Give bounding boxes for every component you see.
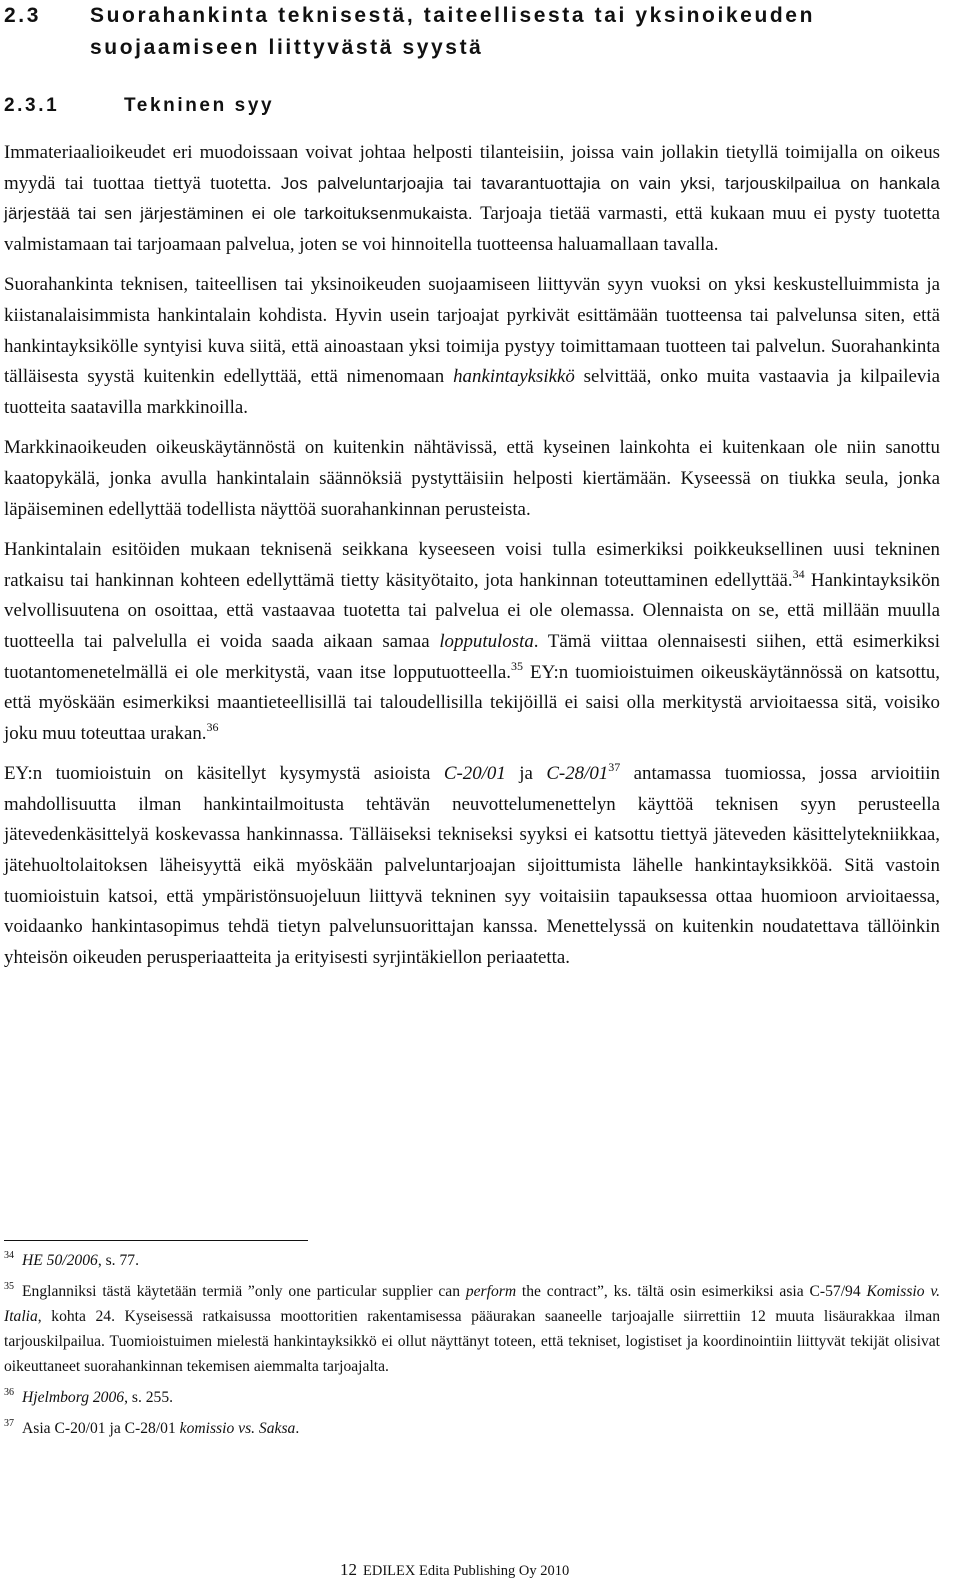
- p4-text-a: Hankintalain esitöiden mukaan teknisenä seikkana kyseeseen voisi tulla esimerkiksi poikkeuksellinen uusi tekninen ratkaisu tai hankinnan kohteen edellyttämä tietty käsityötaito, jota hankinnan toteuttaminen edellyttää.: [4, 539, 940, 591]
- p2-text-a: Suorahankinta teknisen, taiteellisen tai yksinoikeuden suojaamiseen liittyvän syyn vuoksi on yksi keskustelluimmista ja kiistanalaisimmista hankintalain kohdista. Hyvin usein tarjoajat pyrkivät esittämään tuotteensa tai palvelunsa siten, että hankintayksikölle syntyisi kuva siitä, että ainoastaan yksi toimija pystyy toimittamaan tuotteen tai palvelun. Suorahankinta tälläisesta syystä kuitenkin edellyttää, että nimenomaan: [4, 274, 940, 388]
- p1-sentence-b: Jos palveluntarjoajia tai tavarantuottajia on vain yksi, tarjouskilpailua on hankala järjestää tai sen järjestäminen ei ole tarkoituksenmukaista.: [4, 173, 940, 224]
- p5-text-b: antamassa tuomiossa, jossa arvioitiin mahdollisuutta ilman hankintailmoitusta tehtävän neuvottelumenettelyn käyttöä teknisen syyn perusteella jätevedenkäsittelyä koskevassa hankinnassa. Tälläiseksi tekniseksi syyksi ei katsottu tiettyä jäteveden käsittelytekniikkaa, jätehuoltolaitoksen läheisyyttä eikä myöskään palveluntarjoajan sijoittumista lähelle hankintayksikköä. Sitä vastoin tuomioistuin katsoi, että ympäristönsuojeluun liittyvä tekninen syy voitaisiin tapauksessa ottaa huomioon arvioitaessa, voidaanko hankintasopimus tehdä tietyn palvelunsuorittajan kanssa. Menettelyssä on kuitenkin noudatettava tällöinkin yhteisön oikeuden perusperiaatteita ja erityisesti syrjintäkiellon periaatetta.: [4, 763, 940, 968]
- paragraph-4: [4, 535, 940, 749]
- case-c-28-01: C-28/01: [546, 763, 609, 785]
- paragraph-1: [4, 138, 940, 260]
- footnote-34: [4, 1248, 940, 1273]
- footnote-ref-36[interactable]: 36: [206, 719, 219, 734]
- paragraph-2: [4, 270, 940, 423]
- subsection-title: Tekninen syy: [124, 95, 275, 116]
- footnote-35-number: 35: [4, 1281, 14, 1292]
- p4-text-c: . Tämä viittaa olennaisesti siihen, että esimerkiksi tuotantomenetelmällä ei ole merkitystä, vaan itse lopputuotteella.: [4, 630, 940, 683]
- footnote-ref-37[interactable]: 37: [608, 760, 621, 775]
- subsection-number: 2.3.1: [4, 95, 60, 116]
- subsection-heading: [4, 92, 274, 120]
- case-c-20-01: C-20/01: [443, 763, 506, 785]
- footnote-35-text-c: , kohta 24. Kyseisessä ratkaisussa moottoritien rakentamisessa pääurakan saaneelle tarjoajalle siirrettiin 12 muuta lisäurakkaa ilman tarjouskilpailua. Tuomioistuimen mielestä hankintayksikkö ei ollut näyttänyt toteen, että tekniset, logistiset ja koordinointiin liittyvät tekijät olisivat oikeuttaneet suorahankinnan tekemisen aiemmalta tarjoajalta.: [4, 1308, 940, 1375]
- publisher-credit: EDILEX Edita Publishing Oy 2010: [363, 1563, 570, 1579]
- p1-sentence-a: Immateriaalioikeudet eri muodoissaan voivat johtaa helposti tilanteisiin, joissa vain jollakin tietyllä toimijalla on oikeus myydä tai tuottaa tiettyä tuotetta.: [4, 142, 940, 194]
- footnote-ref-35[interactable]: 35: [510, 658, 523, 673]
- footnote-37-text-b: .: [295, 1420, 300, 1437]
- footnote-36-text: , s. 255.: [124, 1389, 174, 1406]
- paragraph-3: Markkinaoikeuden oikeuskäytännöstä on kuitenkin nähtävissä, että kyseinen lainkohta ei kuitenkaan ole niin sanottu kaatopykälä, jonka avulla hankintalain säännöksiä pystyttäisiin helposti kiertämään. Kyseessä on tiukka seula, jonka läpäiseminen edellyttää todellista näyttöä suorahankinnan perusteista.: [4, 437, 940, 520]
- footnote-divider: [4, 1240, 308, 1241]
- footnote-35-text-a: Englanniksi tästä käytetään termiä ”only one particular supplier can: [22, 1283, 461, 1300]
- footnote-37: [4, 1416, 940, 1441]
- footnote-36-number: 36: [4, 1387, 14, 1398]
- p2-text-b: selvittää, onko muita vastaavia ja kilpailevia tuotteita saatavilla markkinoilla.: [4, 366, 940, 418]
- footnote-ref-34[interactable]: 34: [792, 566, 805, 581]
- footnote-36-source: Hjelmborg 2006: [22, 1389, 125, 1406]
- footnote-36: [4, 1385, 940, 1410]
- footnote-37-emphasis: komissio vs. Saksa: [179, 1420, 296, 1437]
- p4-text-d: EY:n tuomioistuimen oikeuskäytännössä on katsottu, että myöskään esimerkiksi maantieteellisillä tai taloudellisilla tekijöillä ei saisi olla merkitystä arvioitaessa sitä, voisiko joku muu toteuttaa urakan.: [4, 661, 940, 744]
- section-number: 2.3: [4, 4, 41, 27]
- section-title-line1: Suorahankinta teknisestä, taiteellisesta tai yksinoikeuden: [90, 4, 816, 27]
- p2-emphasis: hankintayksikkö: [453, 366, 575, 388]
- p4-text-b: Hankintayksikön velvollisuutena on osoittaa, että vastaavaa tuotetta tai palvelua ei ole olemassa. Olennaista on se, että millään muulla tuotteella tai palvelulla ei voida saada aikaan samaa: [4, 569, 940, 652]
- section-heading: [4, 0, 934, 64]
- p4-emphasis: lopputulosta: [439, 630, 534, 652]
- paragraph-5: [4, 759, 940, 973]
- footnote-37-text-a: Asia C-20/01 ja C-28/01: [22, 1420, 176, 1437]
- p5-conjunction: ja: [519, 763, 533, 785]
- footnote-35-emphasis-2: Komissio v. Italia: [4, 1283, 940, 1325]
- footnote-34-text: , s. 77.: [97, 1252, 139, 1269]
- p5-text-a: EY:n tuomioistuin on käsitellyt kysymystä asioista: [4, 763, 431, 785]
- footnote-35-emphasis-1: perform: [465, 1283, 517, 1300]
- footnotes: [4, 1248, 940, 1447]
- footnote-37-number: 37: [4, 1418, 14, 1429]
- page-number: 12: [340, 1560, 357, 1579]
- footnote-35: [4, 1279, 940, 1379]
- p1-sentence-c: Tarjoaja tietää varmasti, että kukaan muu ei pysty tuotetta valmistamaan tai tarjoamaan palvelua, joten se voi hinnoitella tuotteensa haluamallaan tavalla.: [4, 203, 941, 255]
- page-footer: [340, 1560, 569, 1580]
- footnote-34-number: 34: [4, 1250, 14, 1261]
- footnote-34-source: HE 50/2006: [22, 1252, 98, 1269]
- body-text: [4, 138, 940, 981]
- section-title-line2: suojaamiseen liittyvästä syystä: [90, 36, 484, 59]
- footnote-35-text-b: the contract”, ks. tältä osin esimerkiksi asia C-57/94: [521, 1283, 861, 1300]
